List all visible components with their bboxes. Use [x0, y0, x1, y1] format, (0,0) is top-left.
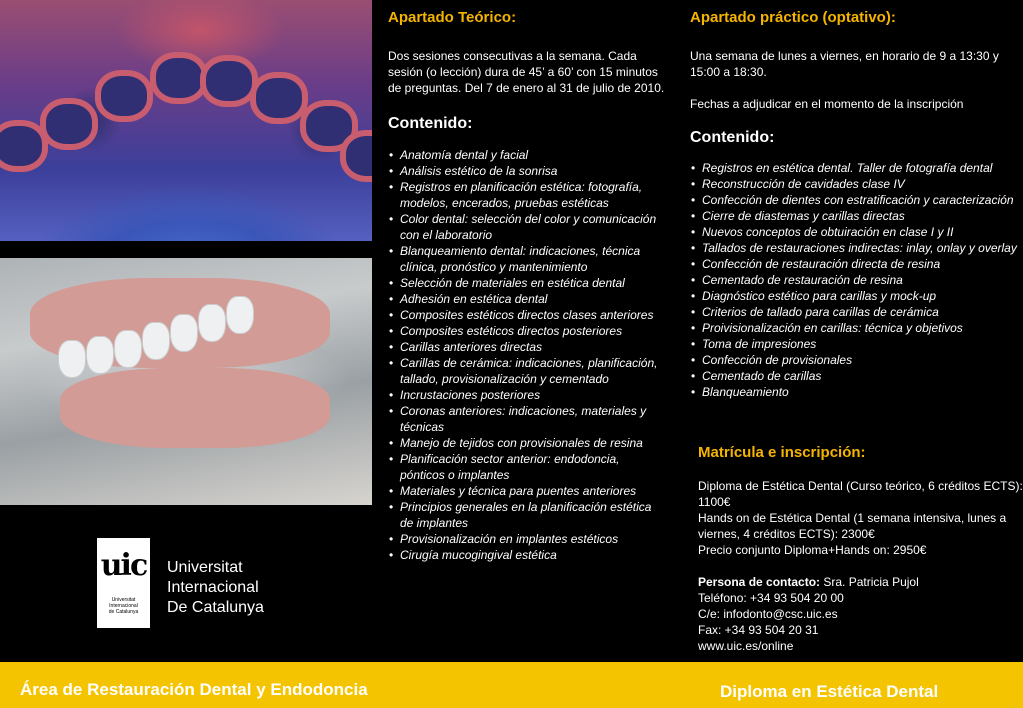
content-list-item: • Reconstrucción de cavidades clase IV [690, 176, 1023, 192]
enrollment-prices [698, 478, 1023, 558]
model-tooth [226, 296, 254, 334]
content-list-item: • Adhesión en estética dental [388, 291, 666, 307]
contact-fax: Fax: +34 93 504 20 31 [698, 623, 819, 637]
content-list-item: • Confección de dientes con estratificación y caracterización [690, 192, 1023, 208]
theory-content-list [388, 147, 666, 563]
model-tooth [198, 304, 226, 342]
content-list-item: • Incrustaciones posteriores [388, 387, 666, 403]
contact-phone: Teléfono: +34 93 504 20 00 [698, 591, 844, 605]
content-list-item: • Cierre de diastemas y carillas directas [690, 208, 1023, 224]
contact-info [698, 574, 1023, 654]
footer-department: Área de Restauración Dental y Endodoncia [20, 680, 368, 699]
price-line: Hands on de Estética Dental (1 semana intensiva, lunes a viernes, 4 créditos ECTS): 2300€ [698, 511, 1007, 541]
content-list-item: • Confección de provisionales [690, 352, 1023, 368]
content-list-item: • Manejo de tejidos con provisionales de resina [388, 435, 666, 451]
contact-person: Persona de contacto: Sra. Patricia Pujol [698, 575, 919, 589]
university-name: Universitat Internacional De Catalunya [167, 559, 264, 616]
contact-web[interactable]: www.uic.es/online [698, 639, 794, 653]
content-list-item: • Cirugía mucogingival estética [388, 547, 666, 563]
tooth-preparation [340, 130, 372, 182]
content-list-item: • Composites estéticos directos posteriores [388, 323, 666, 339]
content-list-item: • Registros en planificación estética: fotografía, modelos, encerados, pruebas estéticas [388, 179, 666, 211]
content-list-item: • Planificación sector anterior: endodoncia, pónticos o implantes [388, 451, 666, 483]
dental-model-photo [0, 258, 372, 505]
theory-title: Apartado Teórico: [388, 9, 517, 26]
practice-section [690, 8, 1023, 400]
price-line: Precio conjunto Diploma+Hands on: 2950€ [698, 543, 927, 557]
practice-dates-note: Fechas a adjudicar en el momento de la inscripción [690, 97, 964, 111]
content-list-item: • Blanqueamiento [690, 384, 1023, 400]
enrollment-title: Matrícula e inscripción: [698, 444, 866, 461]
practice-content-title: Contenido: [690, 129, 775, 146]
content-list-item: • Materiales y técnica para puentes anteriores [388, 483, 666, 499]
model-tooth [58, 340, 86, 378]
practice-title: Apartado práctico (optativo): [690, 9, 896, 26]
model-tooth [86, 336, 114, 374]
content-list-item: • Carillas de cerámica: indicaciones, planificación, tallado, provisionalización y cementado [388, 355, 666, 387]
model-tooth [142, 322, 170, 360]
content-list-item: • Coronas anteriores: indicaciones, materiales y técnicas [388, 403, 666, 435]
content-list-item: • Confección de restauración directa de resina [690, 256, 1023, 272]
content-list-item: • Carillas anteriores directas [388, 339, 666, 355]
content-list-item: • Selección de materiales en estética dental [388, 275, 666, 291]
content-list-item: • Registros en estética dental. Taller de fotografía dental [690, 160, 1023, 176]
tooth-preparation [250, 72, 308, 124]
content-list-item: • Tallados de restauraciones indirectas: inlay, onlay y overlay [690, 240, 1023, 256]
tooth-preparation [40, 98, 98, 150]
content-list-item: • Criterios de tallado para carillas de cerámica [690, 304, 1023, 320]
content-list-item: • Anatomía dental y facial [388, 147, 666, 163]
content-list-item: • Toma de impresiones [690, 336, 1023, 352]
content-list-item: • Cementado de carillas [690, 368, 1023, 384]
theory-section [388, 8, 666, 563]
uic-logo-small-text: Universitat Internacional de Catalunya [108, 597, 139, 615]
contact-email: C/e: infodonto@csc.uic.es [698, 607, 838, 621]
lower-gum [60, 368, 330, 448]
model-tooth [170, 314, 198, 352]
price-line: Diploma de Estética Dental (Curso teórico, 6 créditos ECTS): 1100€ [698, 479, 1023, 509]
footer-diploma: Diploma en Estética Dental [720, 682, 939, 701]
practice-content-list [690, 160, 1023, 400]
content-list-item: • Blanqueamiento dental: indicaciones, técnica clínica, pronóstico y mantenimiento [388, 243, 666, 275]
uic-logo [97, 538, 150, 628]
model-tooth [114, 330, 142, 368]
content-list-item: • Cementado de restauración de resina [690, 272, 1023, 288]
footer-bar [0, 662, 1023, 708]
tooth-preparation [95, 70, 153, 122]
theory-content-title: Contenido: [388, 115, 473, 132]
content-list-item: • Provisionalización en implantes estéticos [388, 531, 666, 547]
content-list-item: • Composites estéticos directos clases anteriores [388, 307, 666, 323]
content-list-item: • Color dental: selección del color y comunicación con el laboratorio [388, 211, 666, 243]
content-list-item: • Análisis estético de la sonrisa [388, 163, 666, 179]
enrollment-section [698, 443, 1023, 654]
content-list-item: • Principios generales en la planificación estética de implantes [388, 499, 666, 531]
content-list-item: • Diagnóstico estético para carillas y mock-up [690, 288, 1023, 304]
dental-arch-photo [0, 0, 372, 241]
practice-description: Una semana de lunes a viernes, en horario de 9 a 13:30 y 15:00 a 18:30. [690, 49, 999, 79]
content-list-item: • Nuevos conceptos de obtuiración en clase I y II [690, 224, 1023, 240]
content-list-item: • Proivisionalización en carillas: técnica y objetivos [690, 320, 1023, 336]
theory-description: Dos sesiones consecutivas a la semana. Cada sesión (o lección) dura de 45’ a 60’ con 15 minutos de preguntas. Del 7 de enero al 31 de julio de 2010. [388, 49, 665, 95]
uic-logo-mark: uic [100, 548, 147, 583]
